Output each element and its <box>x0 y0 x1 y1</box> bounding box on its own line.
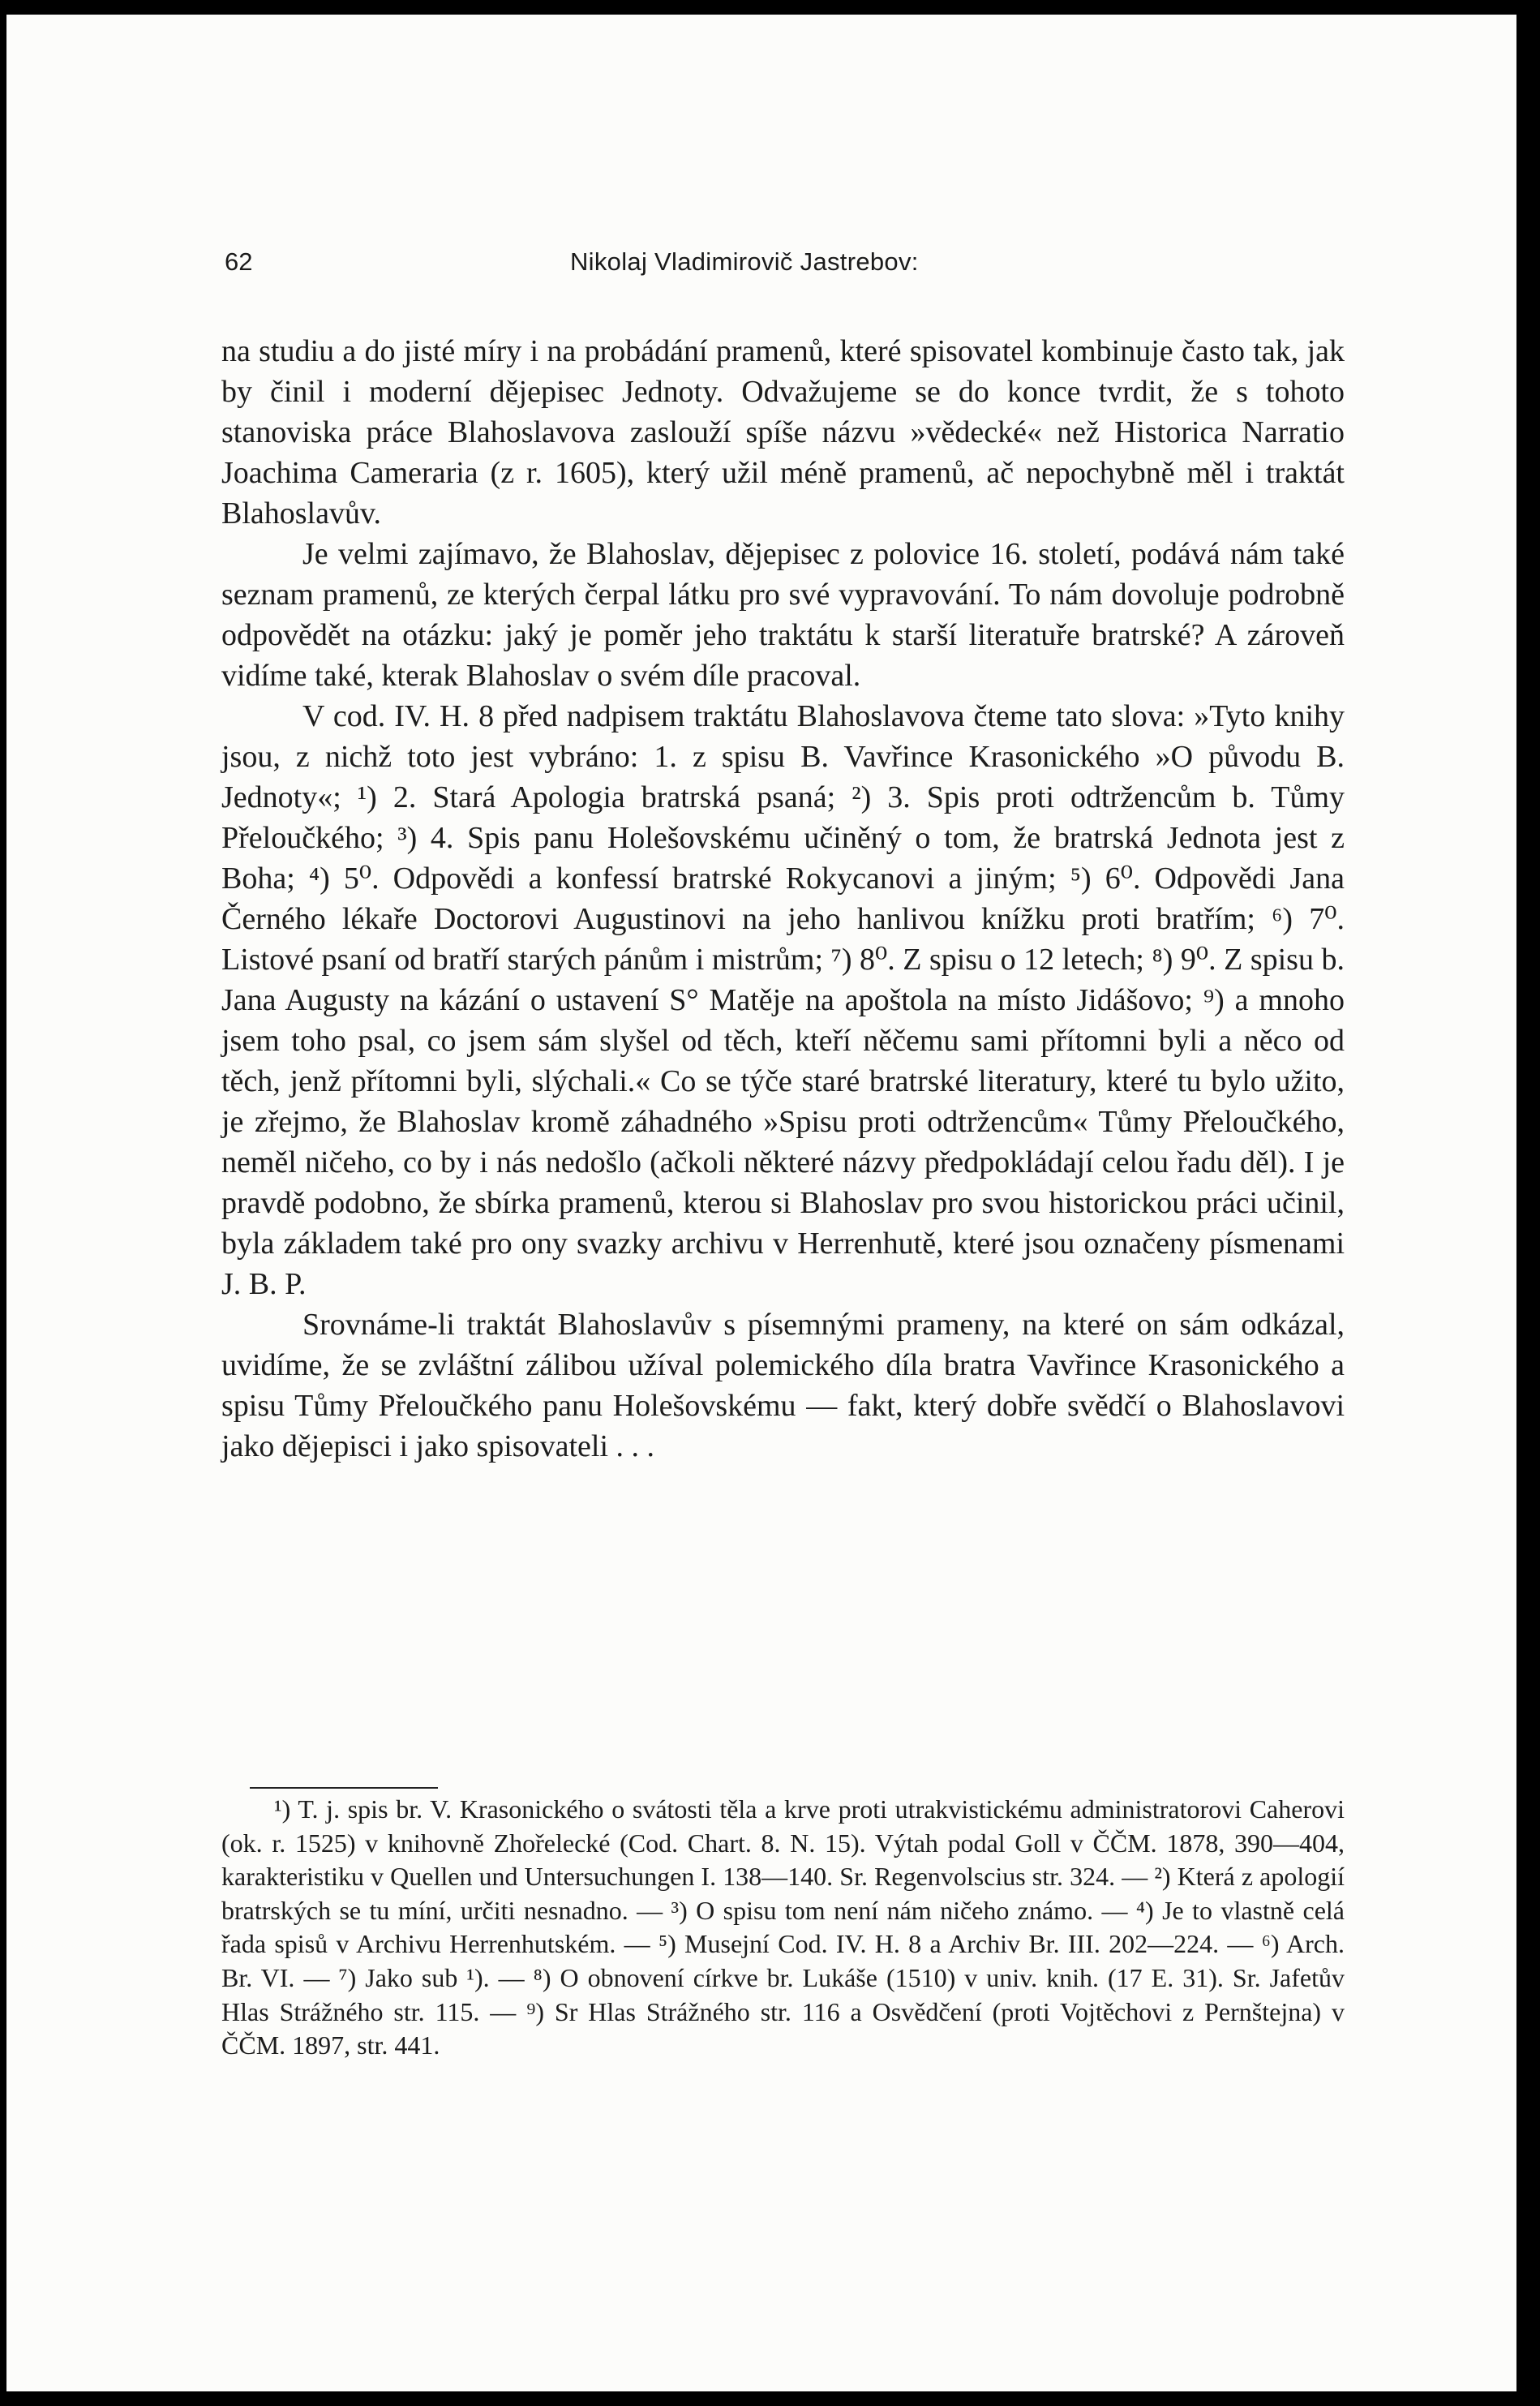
paragraph-3: V cod. IV. H. 8 před nadpisem traktátu Blahoslavova čteme tato slova: »Tyto knihy jsou, z nichž toto jest vybráno: 1. z spisu B. Vavřince Krasonického »O původu B. Jednoty«; ¹) 2. Stará Apologia bratrská psaná; ²) 3. Spis proti odtržencům b. Tůmy Přeloučkého; ³) 4. Spis panu Holešovskému učiněný o tom, že bratrská Jednota jest z Boha; ⁴) 5⁰. Odpovědi a konfessí bratrské Rokycanovi a jiným; ⁵) 6⁰. Odpovědi Jana Černého lékaře Doctorovi Augustinovi na jeho hanlivou knížku proti bratřím; ⁶) 7⁰. Listové psaní od bratří starých pánům i mistrům; ⁷) 8⁰. Z spisu o 12 letech; ⁸) 9⁰. Z spisu b. Jana Augusty na kázání o ustavení S° Matěje na apoštola na místo Jidášovo; ⁹) a mnoho jsem toho psal, co jsem sám slyšel od těch, kteří něčemu sami přítomni byli a něco od těch, jenž přítomni byli, slýchali.« Co se týče staré bratrské literatury, které tu bylo užito, je zřejmo, že Blahoslav kromě záhadného »Spisu proti odtržencům« Tůmy Přeloučkého, neměl ničeho, co by i nás nedošlo (ačkoli některé názvy předpokládají celou řadu děl). I je pravdě podobno, že sbírka pramenů, kterou si Blahoslav pro svou historickou práci učinil, byla základem také pro ony svazky archivu v Herrenhutě, které jsou označeny písmenami J. B. P. <box>221 699 1345 1301</box>
paragraph-4: Srovnáme-li traktát Blahoslavův s písemnými prameny, na které on sám odkázal, uvidíme, že se zvláštní zálibou užíval polemického díla bratra Vavřince Krasonického a spisu Tůmy Přeloučkého panu Holešovskému — fakt, který dobře svědčí o Blahoslavovi jako dějepisci i jako spisovateli . . . <box>221 1308 1345 1463</box>
main-text <box>221 331 1345 1467</box>
footnote-text: ¹) T. j. spis br. V. Krasonického o svátosti těla a krve proti utrakvistickému administratorovi Caherovi (ok. r. 1525) v knihovně Zhořelecké (Cod. Chart. 8. N. 15). Výtah podal Goll v ČČM. 1878, 390—404, karakteristiku v Quellen und Untersuchungen I. 138—140. Sr. Regenvolscius str. 324. — ²) Která z apologií bratrských se tu míní, určiti nesnadno. — ³) O spisu tom není nám ničeho známo. — ⁴) Je to vlastně celá řada spisů v Archivu Herrenhutském. — ⁵) Musejní Cod. IV. H. 8 a Archiv Br. III. 202—224. — ⁶) Arch. Br. VI. — ⁷) Jako sub ¹). — ⁸) O obnovení církve br. Lukáše (1510) v univ. knih. (17 E. 31). Sr. Jafetův Hlas Strážného str. 115. — ⁹) Sr Hlas Strážného str. 116 a Osvědčení (proti Vojtěchovi z Pernštejna) v ČČM. 1897, str. 441. <box>221 1794 1345 2060</box>
page-header <box>221 247 1345 296</box>
paragraph-1: na studiu a do jisté míry i na probádání pramenů, které spisovatel kombinuje často tak, jak by činil i moderní dějepisec Jednoty. Odvažujeme se do konce tvrdit, že s tohoto stanoviska práce Blahoslavova zaslouží spíše názvu »vědecké« než Historica Narratio Joachima Cameraria (z r. 1605), který užil méně pramenů, ač nepochybně měl i traktát Blahoslavův. <box>221 334 1345 531</box>
book-page <box>6 15 1516 2391</box>
scan-edge <box>1516 0 1540 2406</box>
page-number: 62 <box>225 247 253 276</box>
running-title: Nikolaj Vladimirovič Jastrebov: <box>570 247 919 276</box>
footnote-divider <box>250 1787 438 1789</box>
footnotes <box>221 1793 1345 2063</box>
paragraph-2: Je velmi zajímavo, že Blahoslav, dějepisec z polovice 16. století, podává nám také seznam pramenů, ze kterých čerpal látku pro své vypravování. To nám dovoluje podrobně odpovědět na otázku: jaký je poměr jeho traktátu k starší literatuře bratrské? A zároveň vidíme také, kterak Blahoslav o svém díle pracoval. <box>221 537 1345 693</box>
